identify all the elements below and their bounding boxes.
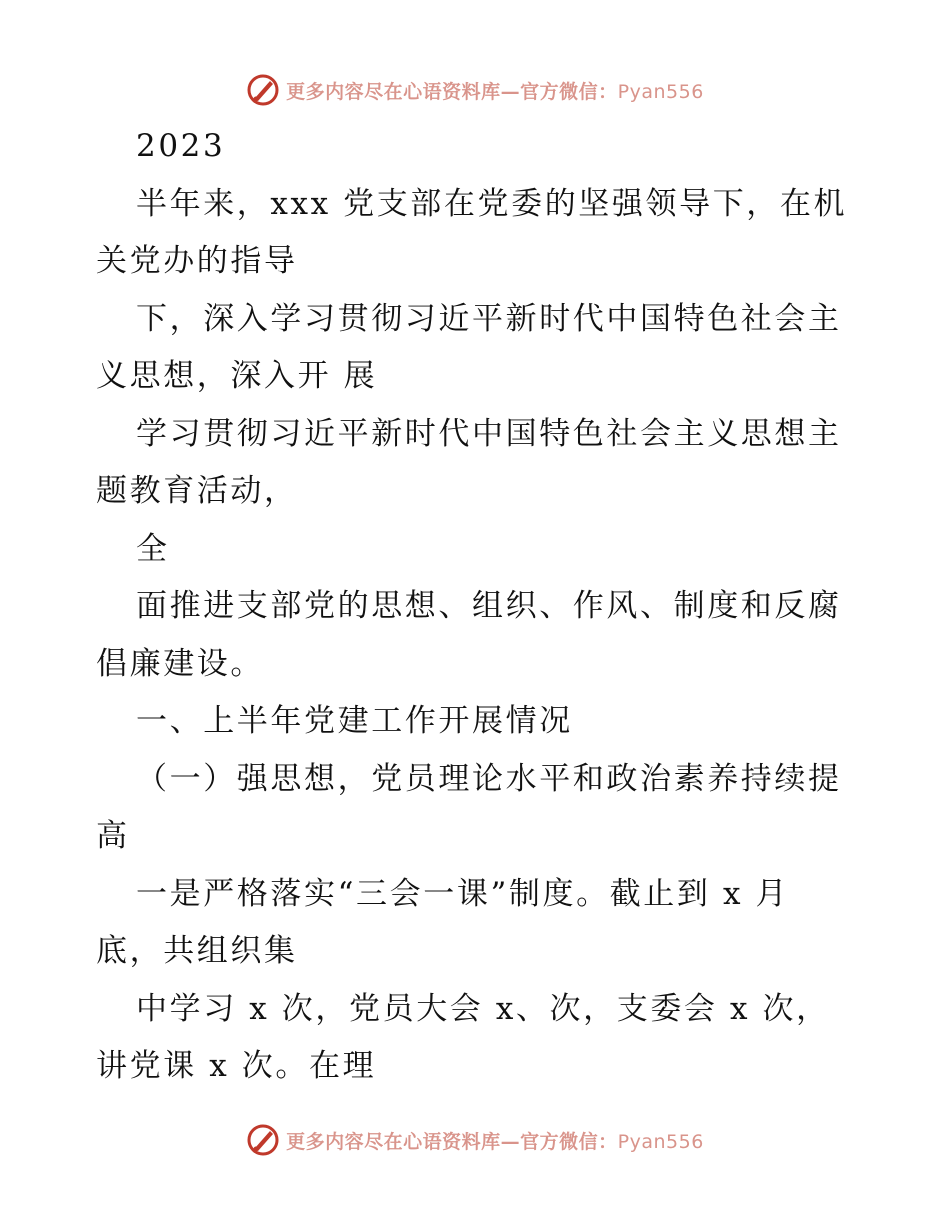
watermark-text: 更多内容尽在心语资料库—官方微信：Pyan556: [286, 1130, 704, 1153]
text-line: 义思想，深入开 展: [96, 358, 378, 394]
text-line: （一）强思想，党员理论水平和政治素养持续提: [136, 760, 842, 797]
text-line: 题教育活动，: [96, 473, 298, 509]
header-watermark: [0, 70, 950, 110]
text-line: 讲党课 x 次。在理: [96, 1048, 377, 1084]
text-line: 2023: [136, 128, 226, 164]
text-line: 半年来，xxx 党支部在党委的坚强领导下，在机: [136, 185, 848, 222]
watermark-text: 更多内容尽在心语资料库—官方微信：Pyan556: [286, 80, 704, 103]
text-line: 面推进支部党的思想、组织、作风、制度和反腐: [136, 588, 842, 624]
text-line: 一是严格落实“三会一课”制度。截止到 x 月: [136, 875, 790, 912]
pen-logo-icon: [246, 73, 280, 107]
text-line: 底，共组织集: [96, 933, 298, 969]
pen-logo-icon: [246, 1123, 280, 1157]
text-line: 高: [96, 818, 130, 854]
text-line: 中学习 x 次，党员大会 x、次，支委会 x 次，: [136, 990, 830, 1027]
footer-watermark: [0, 1120, 950, 1160]
text-line: 全: [136, 530, 170, 567]
text-line: 一、上半年党建工作开展情况: [136, 703, 573, 739]
text-line: 下，深入学习贯彻习近平新时代中国特色社会主: [136, 300, 842, 337]
text-line: 关党办的指导: [96, 243, 298, 279]
document-body: [96, 118, 856, 1096]
text-line: 倡廉建设。: [96, 645, 264, 682]
text-line: 学习贯彻习近平新时代中国特色社会主义思想主: [136, 415, 842, 452]
